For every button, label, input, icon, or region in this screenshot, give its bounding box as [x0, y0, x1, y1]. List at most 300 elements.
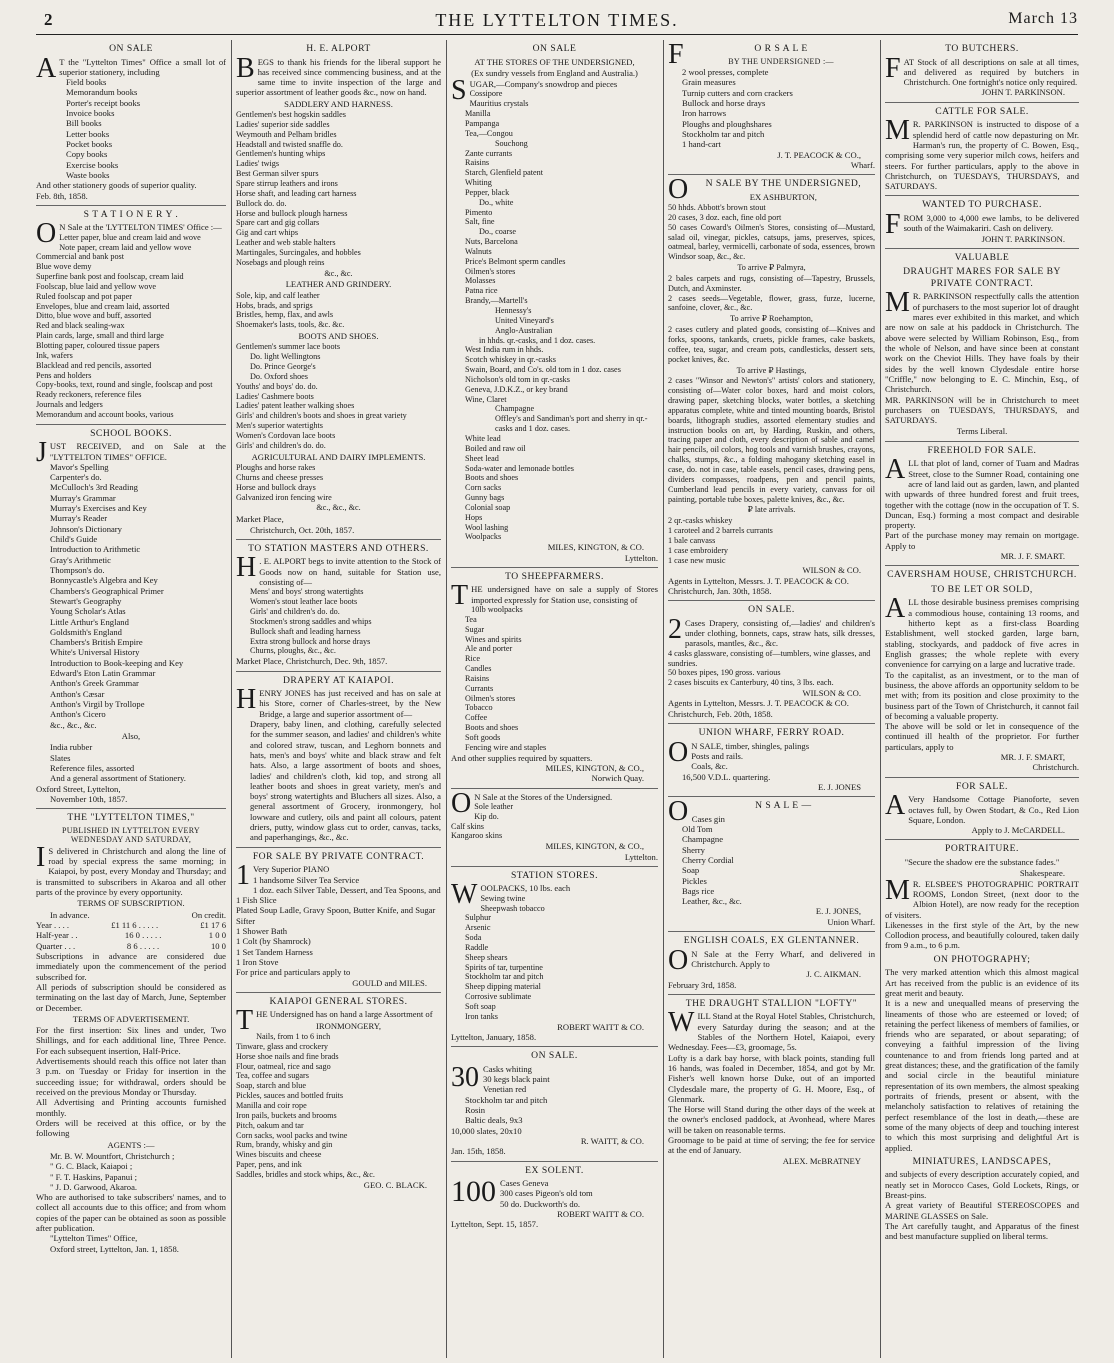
list-item: 2 cases seeds—Vegetable, flower, grass, furze, lucerne, sanfoine, clover, &c., &c.: [668, 293, 875, 313]
list-item: Salt, fine: [465, 217, 495, 227]
list-item: Anthon's Cæsar: [50, 688, 105, 699]
ad-heading: SCHOOL BOOKS.: [90, 427, 172, 439]
list-item: Cossipore: [469, 89, 503, 99]
list-item: Porter's receipt books: [66, 97, 141, 108]
ad-list: [668, 203, 875, 565]
ad-heading: O N SALE BY THE UNDERSIGNED,: [668, 174, 862, 206]
list-item: Anthon's Greek Grammar: [50, 678, 139, 689]
column-divider: [880, 40, 881, 1358]
ad-place: Lyttelton.: [624, 552, 658, 563]
ad-place: Union Wharf.: [827, 916, 875, 927]
ad-signature: GOULD and MILES.: [352, 977, 427, 988]
list-item: Memorandum books: [66, 87, 138, 98]
drop-cap: W: [451, 879, 478, 911]
ad-heading: EX SOLENT.: [525, 1164, 584, 1176]
list-item: " J. D. Garwood, Akaroa.: [50, 1181, 138, 1192]
ad-body: And other stationery goods of superior quality.: [36, 180, 197, 191]
list-item: 1 case embroidery: [668, 545, 729, 555]
list-item: Carpenter's do.: [50, 472, 102, 483]
list-item: Stockholm tar and pitch: [465, 972, 544, 982]
newspaper-title: THE LYTTELTON TIMES.: [435, 10, 679, 30]
list-item: Iron tanks: [465, 1011, 498, 1021]
list-item: Best German silver spurs: [236, 169, 319, 179]
list-item: Boots and shoes: [465, 723, 519, 733]
list-item: Boiled and raw oil: [465, 443, 526, 453]
terms-heading: TERMS OF SUBSCRIPTION.: [77, 898, 185, 909]
terms-header-row: In advance. On credit.: [50, 909, 226, 920]
list-item: West India rum in hhds.: [465, 345, 544, 355]
list-item: Turnip cutters and corn crackers: [682, 87, 793, 98]
list-item: Galvanized iron fencing wire: [236, 492, 332, 502]
ad-heading: DRAPERY AT KAIAPOI.: [282, 674, 395, 686]
ad-date: Christchurch, Oct. 20th, 1857.: [250, 524, 355, 535]
list-item: Field books: [66, 77, 107, 88]
list-item: Mens' and boys' strong watertights: [250, 587, 364, 597]
ad-date: Lyttelton, Sept. 15, 1857.: [451, 1219, 539, 1230]
list-item: Pickles: [682, 875, 707, 886]
list-item: Envelopes, blue and cream laid, assorted: [36, 301, 170, 311]
list-item: Manilla: [465, 109, 491, 119]
ad-heading: PORTRAITURE.: [945, 843, 1019, 855]
ad-heading: O N S A L E —: [668, 796, 812, 828]
ad-list: [236, 860, 441, 978]
ad-signature: J. C. AIKMAN.: [806, 969, 861, 980]
ad-separator: [885, 248, 1079, 249]
list-item: Blotting paper, coloured tissue papers: [36, 340, 160, 350]
quantity-numeral: 100: [451, 1175, 496, 1209]
drop-cap: O: [668, 174, 689, 206]
list-item: Oilmen's stores: [465, 266, 516, 276]
list-item: Horse and bullock plough harness: [236, 208, 348, 218]
list-item: Cases Geneva: [500, 1178, 549, 1189]
list-item: Blue wove demy: [36, 262, 92, 272]
ad-heading: H. E. ALPORT: [306, 43, 371, 54]
list-item: Spirits of tar, turpentine: [465, 962, 543, 972]
ad-list: [236, 342, 441, 450]
ad-body: Part of the purchase money may remain on mortgage. Apply to: [885, 530, 1079, 551]
quantity-numeral: 2: [668, 613, 682, 645]
list-item: Bullock and horse drays: [682, 98, 766, 109]
list-item: 1 Set Tandem Harness: [236, 946, 313, 957]
list-item: White's Universal History: [50, 647, 140, 658]
list-item: Casks whiting: [483, 1063, 532, 1074]
ad-list: [236, 291, 441, 330]
list-item: Girls' and children's boots and shoes in great variety: [236, 411, 407, 421]
list-item: Bullock do. do.: [236, 198, 287, 208]
list-item: Rice: [465, 654, 481, 664]
list-item: 4 casks glassware, consisting of—tumblers, wine glasses, and sundries.: [668, 648, 871, 668]
list-item: Saddles, bridles and stock whips, &c., &c.: [236, 1169, 375, 1179]
ad-heading: WANTED TO PURCHASE.: [922, 199, 1042, 211]
list-item: Posts and rails.: [691, 750, 744, 761]
list-item: Corn sacks: [465, 483, 502, 493]
ad-separator: [236, 671, 441, 672]
list-item: Sole, kip, and calf leather: [236, 290, 320, 300]
list-item: Murray's Reader: [50, 513, 108, 524]
list-item: Plain cards, large, small and third large: [36, 331, 164, 341]
ad-heading: S T A T I O N E R Y .: [83, 208, 179, 220]
list-item: 1 doz. each Silver Table, Dessert, and Tea Spoons, and 1 Fish Slice: [236, 884, 441, 906]
list-item: Extra strong bullock and horse drays: [250, 636, 371, 646]
drop-cap: F: [668, 40, 685, 70]
list-item: India rubber: [50, 742, 93, 753]
ad-address: Market Place,: [236, 514, 284, 525]
ad-body: The very marked attention which this almost magical Art has received from the public is an evidence of its great merit and beauty.: [885, 967, 1079, 998]
ad-body: All Advertising and Printing accounts furnished monthly.: [36, 1097, 226, 1118]
ad-signature: GEO. C. BLACK.: [363, 1179, 427, 1190]
ad-body: ALL those desirable business premises comprising a commodious house, containing 13 rooms, and hitherto kept as a first-class Boarding Establishment, well stocked garden, large barn, stabling, stockyards, and paddock of five acres in English grasses; the whole replete with every convenience for carrying on a large and lucrative trade.: [885, 593, 1079, 670]
list-item: Tobacco: [465, 703, 493, 713]
list-item: Kangaroo skins: [451, 831, 503, 841]
ad-heading: TO BUTCHERS.: [945, 43, 1019, 54]
list-item: Superfine bank post and foolscap, cream laid: [36, 272, 184, 282]
list-item: Kip do.: [474, 811, 499, 821]
ad-signature: JOHN T. PARKINSON.: [981, 233, 1065, 244]
ad-heading: MINIATURES, LANDSCAPES,: [912, 1155, 1052, 1167]
ad-separator: [668, 796, 875, 797]
office-date: Oxford street, Lyttelton, Jan. 1, 1858.: [50, 1243, 179, 1254]
ad-separator: [668, 994, 875, 995]
ad-body: THE Undersigned has on hand a large Assortment of: [236, 1005, 433, 1037]
masthead: [0, 10, 1114, 32]
column-5: [885, 40, 1079, 1358]
list-item: To arrive ₽ Roehampton,: [730, 314, 813, 324]
ad-body: It is a new and unequalled means of preserving the lineaments of those who are esteemed or loved; of retaining the perfect likeness of members of families, or friends who are separated, or about separating; of conveying a faithful impression of the living countenance to and from friends long parted and at great distances; these, and the gratification of the family and social circle in the beautiful miniature representation of its own members, the almost speaking portraits of friends, present or absent, with the melancholy satisfaction to relatives of retaining the perfect resemblance of the lost in death,—these are some of the many objects of deep and touching interest to which this most surprising and delightful Art is applied.: [885, 998, 1079, 1153]
list-item: Pepper, black: [465, 187, 510, 197]
ad-separator: [36, 424, 226, 425]
list-item: 1 Iron Stove: [236, 957, 279, 967]
list-item: Sherry: [682, 844, 705, 855]
list-item: Cases gin: [691, 813, 725, 824]
ad-signature: ROBERT WAITT & CO.: [557, 1021, 644, 1032]
ad-subheading: IRONMONGERY,: [316, 1020, 382, 1031]
list-item: Red and black sealing-wax: [36, 321, 125, 331]
list-item: Exercise books: [66, 159, 119, 170]
list-item: Ink, wafers: [36, 350, 73, 360]
list-item: Child's Guide: [50, 534, 98, 545]
ad-separator: [236, 847, 441, 848]
list-item: Gunny bags: [465, 493, 505, 503]
list-item: Memorandum and account books, various: [36, 409, 174, 419]
list-item: Bill books: [66, 118, 102, 129]
list-item: Johnson's Dictionary: [50, 523, 122, 534]
list-item: 1 case new music: [668, 555, 726, 565]
drop-cap: M: [885, 287, 910, 319]
list-item: Invoice books: [66, 108, 115, 119]
ad-body: ALL that plot of land, corner of Tuam and Madras Street, close to the Sumner Road, containing one acre of land laid out as garden, lawn, and planted with upwards of three hundred forest and fruit trees, together with the cottage (now in the occupation of T. S. Duncan, Esq.) forming a most compact and desirable property.: [885, 454, 1079, 531]
list-item: Anthon's Cicero: [50, 709, 106, 720]
ad-heading: ON SALE.: [531, 1050, 578, 1062]
ad-heading: ON SALE: [109, 43, 153, 54]
list-item: Raddle: [465, 942, 489, 952]
list-item: Soda-water and lemonade bottles: [465, 463, 574, 473]
list-item: Soft soap: [465, 1002, 496, 1011]
list-item: Baltic deals, 9x3: [465, 1115, 523, 1126]
list-item: Journals and ledgers: [36, 400, 103, 410]
list-item: Waste books: [66, 169, 110, 180]
list-item: 2 cases "Winsor and Newton's" artists' colors and stationery, consisting of—Water color boxes, hard and moist colors, drawing paper, sketching blocks, water bottles, a sketching apparatus complete, white and tinted mounting boards, Bristol boards, lithograph studies, assorted elementary studies and instruction books on art, by Harding, Ruskin, and others, tracing paper and cloth, every description of sable and camel hair pencils, oil colors, hog tools and varnish brushes, crayons, chalks, stumps, &c., a folding mahogany sketching easel in case, do. not in case, table easels, pencil cases, drawing pens, dividers compasses, roadpens, pen and pencil paints, Cumberland lead pencils in every variety, canvass for oil painting, portable tube boxes, palette knives, &c., &c.: [668, 376, 875, 504]
list-item: Commercial and bank post: [36, 252, 124, 262]
list-item: Girls' and children's do. do.: [250, 606, 340, 616]
list-item: 16,500 V.D.L. quartering.: [682, 771, 771, 782]
ad-place: Christchurch.: [1032, 762, 1079, 773]
masthead-rule: [36, 34, 1078, 35]
list-item: Gig and cart whips: [236, 228, 299, 238]
ad-quote: "Secure the shadow ere the substance fades.": [904, 856, 1060, 867]
list-item: Ladies' patent leather walking shoes: [236, 401, 355, 411]
ad-signature: R. WAITT, & CO.: [580, 1136, 644, 1146]
list-item: Mavor's Spelling: [50, 461, 109, 472]
ad-separator: [885, 777, 1079, 778]
ad-body: The Horse will Stand during the other days of the week at the owner's enclosed paddock, at Avonhead, where Mares will be taken on reasonable terms.: [668, 1104, 875, 1135]
ad-heading: TO SHEEPFARMERS.: [505, 570, 604, 582]
column-divider: [446, 40, 447, 1358]
ad-body: Agents in Lyttelton, Messrs. J. T. PEACOCK & CO.: [668, 698, 849, 709]
list-item: Ready reckoners, reference files: [36, 390, 142, 400]
ad-heading: THE DRAUGHT STALLION "LOFTY": [685, 997, 858, 1009]
ad-separator: [885, 195, 1079, 196]
list-item: White lead: [465, 433, 501, 443]
ad-heading: ENGLISH COALS, EX GLENTANNER.: [683, 935, 860, 947]
list-item: Sole leather: [474, 801, 514, 811]
ad-body: Drapery, baby linen, and clothing, carefully selected for the summer season, and ladies' and children's white and colored straw, tuscan, and Leghorn bonnets and hats, men's and boys' white and black straw and felt hats. Also, a large assortment of boots and shoes, ladies' and children's cloth, kid top, and strong all leather boots and shoes in great variety, men's and boys' strong watertights and Bluchers all sizes. Also, a general assortment of Grocery, ironmongery, hol lowware and cutlery, oils and paint all colours, patent driers, putty, window glass cut to order, canvas, tacks, and paperhangings, &c., &c.: [250, 718, 441, 843]
list-item: And a general assortment of Stationery.: [50, 773, 186, 784]
list-item: &c., &c., &c.: [316, 503, 361, 513]
drop-cap: A: [885, 593, 906, 625]
list-item: Tinware, glass and crockery: [236, 1041, 329, 1051]
list-item: Scotch whiskey in qr.-casks: [465, 355, 556, 365]
column-3: [451, 40, 658, 1358]
list-item: Women's Cordovan lace boots: [236, 431, 336, 440]
drop-cap: O: [451, 787, 472, 819]
ad-heading: VALUABLE: [954, 251, 1010, 263]
ad-date: Feb. 8th, 1858.: [36, 190, 88, 201]
list-item: Churns, ploughs, &c., &c.: [250, 646, 336, 656]
list-item: Hops: [465, 512, 483, 522]
ad-body: Who are authorised to take subscribers' names, and to collect all accounts due to this office; and from whom copies of the paper can be obtained as soon as possible after publication.: [36, 1192, 226, 1234]
drop-cap: H: [236, 684, 257, 715]
column-divider: [231, 40, 232, 1358]
ad-signature: MILES, KINGTON, & CO.: [547, 542, 644, 553]
list-item: 1 handsome Silver Tea Service: [253, 874, 360, 885]
list-item: 30 kegs black paint: [483, 1074, 550, 1085]
ad-body: The above will be sold or let in consequence of the continued ill health of the proprietor. For further particulars, apply to: [885, 721, 1079, 752]
list-item: Colonial soap: [465, 502, 511, 512]
ad-body: JUST RECEIVED, and on Sale at the "LYTTELTON TIMES" OFFICE.: [36, 437, 226, 469]
ad-body: MR. PARKINSON will be in Christchurch to meet purchasers on TUESDAYS, THURSDAYS, and SATURDAYS.: [885, 394, 1079, 426]
list-item: Currants: [465, 683, 494, 693]
ad-body: 2 Cases Drapery, consisting of,—ladies' and children's under clothing, bonnets, caps, straw hats, silk dresses, parasols, mantles, &c., &c.: [668, 613, 875, 649]
ad-subheading: BOOTS AND SHOES.: [298, 331, 379, 342]
list-item: Leather, &c., &c.: [682, 896, 742, 907]
agents-list: [36, 1151, 226, 1192]
list-item: Hennessy's: [495, 306, 532, 315]
list-item: Soap, starch and blue: [236, 1081, 307, 1091]
list-item: Tea, coffee and sugars: [236, 1071, 309, 1081]
drop-cap: I: [36, 841, 46, 873]
list-item: Brandy,—Martell's: [465, 296, 528, 306]
drop-cap: 1: [236, 860, 250, 892]
list-item: Manilla and coir rope: [236, 1100, 307, 1110]
ad-subheading: AT THE STORES OF THE UNDERSIGNED,: [474, 56, 635, 67]
list-item: Price's Belmont sperm candles: [465, 256, 566, 266]
ad-body: Groomage to be paid at time of serving; the fee for service at the end of January.: [668, 1135, 875, 1156]
ad-heading: KAIAPOI GENERAL STORES.: [269, 995, 408, 1007]
list-item: Rum, brandy, whisky and gin: [236, 1140, 333, 1150]
list-item: Chambers's British Empire: [50, 637, 143, 648]
list-item: 2 wool presses, complete: [682, 67, 769, 78]
ad-body: The Art carefully taught, and Apparatus of the finest and best manufacture supplied on liberal terms.: [885, 1220, 1079, 1242]
ad-heading: F O R S A L E: [668, 40, 808, 70]
ad-body: All periods of subscription should be considered as terminating on the last day of March, June, September or December.: [36, 981, 226, 1013]
ad-body: WILL Stand at the Royal Hotel Stables, Christchurch, every Saturday during the season; and at the Stables of the Northern Hotel, Kaiapoi, every Wednesday. Fees—£3, groomage, 5s.: [668, 1007, 875, 1053]
ad-body: O N Sale at the 'LYTTELTON TIMES' Office :—: [36, 218, 222, 250]
list-item: 1 Colt (by Shamrock): [236, 936, 311, 947]
terms-row: Year . . . . £1 11 6 . . . . . £1 17 6: [36, 920, 226, 931]
ad-body: For the first insertion: Six lines and under, Two Shillings, and for each additional line, Three Pence. For each subsequent insertion, Half-Price.: [36, 1025, 226, 1056]
list-item: Boots and shoes: [465, 473, 519, 483]
ad-separator: [668, 174, 875, 175]
ad-list: [236, 587, 441, 656]
drop-cap: F: [885, 208, 901, 240]
list-item: United Vineyard's: [495, 315, 554, 325]
list-item: Horse shaft, and leading cart harness: [236, 188, 357, 198]
ad-body: THE undersigned have on sale a supply of Stores imported expressly for Station use, consisting of: [451, 580, 658, 612]
list-item: Venetian red: [483, 1084, 527, 1095]
ad-body: SUGAR,—Company's snowdrop and pieces: [451, 75, 618, 107]
ad-signature: Apply to J. McCARDELL.: [971, 825, 1065, 836]
list-item: Ditto, blue wove and buff, assorted: [36, 311, 152, 321]
ad-date: Lyttelton, January, 1858.: [451, 1032, 537, 1042]
ad-separator: [885, 565, 1079, 566]
ad-separator: [668, 600, 875, 601]
ad-heading: UNION WHARF, FERRY ROAD.: [698, 727, 845, 739]
list-item: Wine, Claret: [465, 394, 507, 404]
ad-separator: [451, 1046, 658, 1047]
list-item: Girls' and children's do. do.: [236, 440, 326, 450]
list-item: Plated Soup Ladle, Gravy Spoon, Butter Knife, and Sugar Sifter: [236, 905, 436, 926]
drop-cap: H: [236, 552, 257, 584]
list-item: Gray's Arithmetic: [50, 554, 111, 565]
ad-list: [36, 462, 226, 730]
list-item: Weymouth and Pelham bridles: [236, 129, 337, 139]
list-item: To arrive ₽ Palmyra,: [737, 263, 806, 273]
issue-date: March 13: [1008, 10, 1078, 27]
ad-body: FROM 3,000 to 4,000 ewe lambs, to be delivered south of the Waimakariri. Cash on delivery.: [885, 208, 1079, 240]
list-item: Iron harrows: [682, 108, 727, 119]
list-item: Copy books: [66, 149, 108, 160]
list-item: ₽ late arrivals.: [747, 505, 796, 515]
list-item: 2 cases cutlery and plated goods, consisting of—Knives and forks, spoons, tankards, cruets, pickle frames, cake baskets, coffee, tea, sugar, and cream pots, candlesticks, dessert sets, pocket knives, &c.: [668, 325, 875, 364]
list-item: Bonnycastle's Algebra and Key: [50, 575, 158, 586]
list-item: Stewart's Geography: [50, 595, 122, 606]
ad-signature: MILES, KINGTON, & CO.,: [545, 841, 644, 852]
drop-cap: O: [36, 218, 57, 250]
list-item: 2 cases biscuits ex Canterbury, 40 tins, 3 lbs. each.: [668, 678, 834, 688]
ad-list: [36, 742, 226, 783]
drop-cap: S: [451, 75, 467, 107]
drop-cap: M: [885, 115, 910, 147]
ad-body: M R. ELSBEE'S PHOTOGRAPHIC PORTRAIT ROOMS, London Street, (next door to the Albion Hotel), are now ready for the reception of visiters.: [885, 874, 1079, 920]
list-item: &c., &c., &c.: [50, 719, 97, 730]
ad-list: [451, 802, 658, 841]
ad-heading: CATTLE FOR SALE.: [935, 105, 1029, 117]
list-item: Copy-books, text, round and single, foolscap and post: [36, 380, 213, 390]
list-item: 1 hand-cart: [682, 139, 721, 150]
ad-separator: [668, 931, 875, 932]
ad-heading: ON PHOTOGRAPHY;: [933, 953, 1031, 965]
list-item: Woolpacks: [465, 532, 502, 542]
ad-body: And other supplies required by squatters.: [451, 752, 593, 763]
list-item: Do., coarse: [479, 227, 517, 237]
ad-separator: [236, 992, 441, 993]
ad-body: BEGS to thank his friends for the liberal support he has received since commencing business, and at the same time to invite inspection of the large and superior assortment of leather goods &c., now on hand.: [236, 52, 441, 98]
list-item: Spare cart and gig collars: [236, 218, 320, 228]
ad-signature: ROBERT WAITT & CO.: [557, 1209, 644, 1220]
ad-signature: E. J. JONES: [818, 781, 861, 792]
ad-body: H . E. ALPORT begs to invite attention to the Stock of Goods now on hand, suitable for Station use, consisting of—: [236, 552, 441, 587]
ad-body: O N Sale at the Ferry Wharf, and delivered in Christchurch. Apply to: [668, 944, 875, 976]
list-item: Corrosive sublimate: [465, 992, 532, 1002]
list-item: Cherry Cordial: [682, 854, 734, 865]
drop-cap: A: [36, 52, 57, 84]
list-item: Iron pails, buckets and brooms: [236, 1110, 337, 1120]
list-item: Stockholm tar and pitch: [682, 128, 765, 139]
list-item: Mauritius crystals: [469, 99, 529, 109]
drop-cap: T: [451, 580, 469, 612]
list-item: Gentlemen's hunting whips: [236, 149, 326, 159]
list-item: Hobs, brads, and sprigs: [236, 300, 313, 310]
ad-terms: Terms Liberal.: [956, 426, 1008, 437]
drop-cap: W: [668, 1007, 695, 1039]
ad-separator: [451, 866, 658, 867]
ad-signature: MR. J. F. SMART.: [1000, 551, 1065, 562]
ad-list: [451, 605, 658, 753]
ad-date: Jan. 15th, 1858.: [451, 1146, 506, 1157]
list-item: Wool lashing: [465, 522, 509, 532]
list-item: Nosebags and plough reins: [236, 257, 325, 267]
list-item: Do. Prince George's: [250, 362, 316, 372]
ad-heading: STATION STORES.: [510, 869, 599, 881]
list-item: 1 caroteel and 2 barrels currants: [668, 526, 773, 536]
ad-separator: [451, 788, 658, 789]
list-item: Thompson's do.: [50, 564, 105, 575]
list-item: Grain measures: [682, 77, 736, 88]
terms-row: Quarter . . . 8 6 . . . . . 10 0: [36, 940, 226, 951]
ad-heading: FOR SALE BY PRIVATE CONTRACT.: [252, 850, 425, 862]
list-item: Patna rice: [465, 286, 498, 296]
list-item: Headstall and twisted snaffle do.: [236, 139, 343, 149]
ad-signature: WILSON & CO.: [802, 565, 861, 576]
ad-body: A great variety of Beautiful STEREOSCOPES and MARINE GLASSES on Sale.: [885, 1200, 1079, 1221]
list-item: Young Scholar's Atlas: [50, 606, 126, 617]
list-item: Sulphur: [465, 913, 491, 923]
list-item: Soda: [465, 933, 482, 943]
ad-body: O N Sale at the Stores of the Undersigned.: [451, 787, 613, 819]
ad-date: Christchurch, Feb. 20th, 1858.: [668, 708, 773, 719]
drop-cap: B: [236, 52, 255, 84]
ad-body: M R. PARKINSON is instructed to dispose of a splendid herd of cattle now depasturing on Mr. Harman's run, the property of C. Bowen, Esq., comprising some very superior milch cows, heifers and steers. For further particulars, apply to the above in Christchurch, on TUESDAYS, THURSDAYS, and SATURDAYS.: [885, 115, 1079, 192]
ad-signature: J. T. PEACOCK & CO.,: [777, 149, 861, 160]
column-1: [36, 40, 226, 1358]
list-item: Pimento: [465, 207, 493, 217]
list-item: Ladies' Cashmere boots: [236, 391, 314, 401]
list-item: Sewing twine: [480, 893, 526, 903]
list-item: Starch, Glenfield patent: [465, 168, 543, 178]
list-item: Zante currants: [465, 148, 513, 158]
ad-list: [36, 77, 226, 180]
ad-place: Lyttelton.: [624, 851, 658, 862]
